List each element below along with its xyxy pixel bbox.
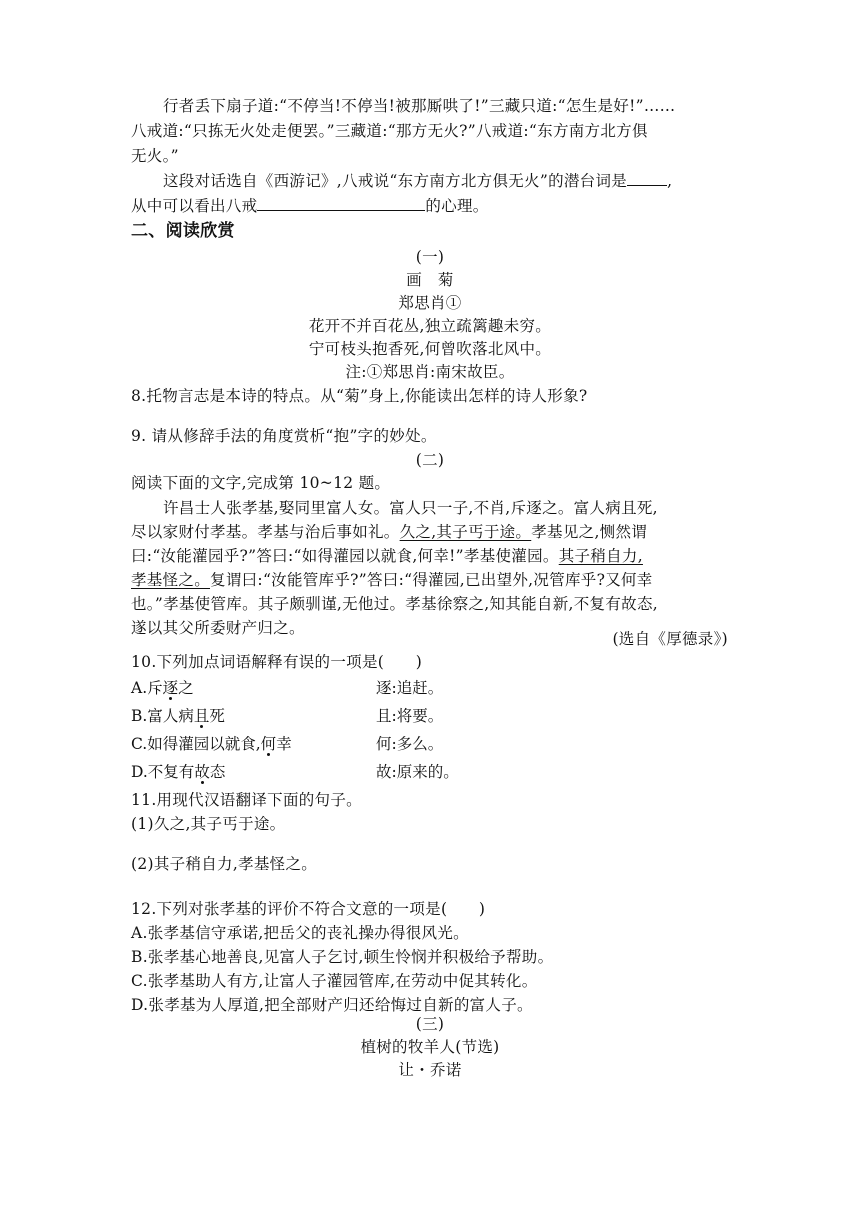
question-11-sentence-2: (2)其子稍自力,孝基怪之。 xyxy=(131,855,318,873)
q10-option-d[interactable] xyxy=(131,760,225,784)
poem-line-1: 花开不并百花丛,独立疏篱趣未穷。 xyxy=(308,317,552,335)
part-2-label: (二) xyxy=(415,451,445,469)
part-3-author: 让・乔诺 xyxy=(398,1061,462,1079)
question-8: 8.托物言志是本诗的特点。从“菊”身上,你能读出怎样的诗人形象? xyxy=(131,387,588,405)
question-line-2 xyxy=(131,194,731,218)
q10-option-b-explanation: 且:将要。 xyxy=(376,707,444,725)
passage-text: 曰:“汝能灌园乎?”答曰:“如得灌园以就食,何幸!”孝基使灌园。 xyxy=(131,547,559,565)
dotted-word: 故 xyxy=(194,763,210,781)
question-text: 这段对话选自《西游记》,八戒说“东方南方北方俱无火”的潜台词是 xyxy=(163,172,628,190)
section-title: 二、阅读欣赏 xyxy=(131,221,235,241)
passage-line-4 xyxy=(131,568,731,592)
passage-line-3 xyxy=(131,544,731,568)
poem-part-label: (一) xyxy=(415,248,445,266)
poem-title: 画 菊 xyxy=(406,271,454,289)
option-text: C.如得灌园以就食, xyxy=(131,735,261,753)
option-text: 幸 xyxy=(276,735,292,753)
dotted-word: 且 xyxy=(193,707,210,725)
part-3-title: 植树的牧羊人(节选) xyxy=(360,1038,500,1056)
q12-option-b[interactable]: B.张孝基心地善良,见富人子乞讨,顿生怜悯并积极给予帮助。 xyxy=(131,948,554,966)
dialogue-line-2: 八戒道:“只拣无火处走便罢。”三藏道:“那方无火?”八戒道:“东方南方北方俱 xyxy=(131,122,648,140)
q12-option-a[interactable]: A.张孝基信守承诺,把岳父的丧礼操办得很风光。 xyxy=(131,924,469,942)
answer-blank-1[interactable] xyxy=(627,169,667,186)
passage-text: 复谓曰:“汝能管库乎?”答曰:“得灌园,已出望外,况管库乎?又何幸 xyxy=(210,571,653,589)
q12-option-c[interactable]: C.张孝基助人有方,让富人子灌园管库,在劳动中促其转化。 xyxy=(131,972,538,990)
q10-option-c[interactable] xyxy=(131,732,292,756)
poem-note: 注:①郑思肖:南宋故臣。 xyxy=(345,363,515,381)
part-3-label: (三) xyxy=(415,1015,445,1033)
option-text: D.不复有 xyxy=(131,763,195,781)
option-text: 态 xyxy=(209,763,226,781)
option-text: B.富人病 xyxy=(131,707,194,725)
option-text: 死 xyxy=(209,707,225,725)
passage-line-1: 许昌士人张孝基,娶同里富人女。富人只一子,不肖,斥逐之。富人病且死, xyxy=(163,499,658,517)
dialogue-line-3: 无火。” xyxy=(131,147,179,165)
q10-option-a[interactable] xyxy=(131,676,194,700)
poem-line-2: 宁可枝头抱香死,何曾吹落北风中。 xyxy=(308,340,552,358)
option-text: 之 xyxy=(178,679,194,697)
q10-option-b[interactable] xyxy=(131,704,225,728)
underlined-sentence-1: 久之,其子丐于途。 xyxy=(399,523,532,541)
underlined-sentence-2a: 其子稍自力, xyxy=(558,547,643,565)
answer-blank-2[interactable] xyxy=(257,194,425,211)
comma: , xyxy=(667,172,673,190)
passage-text: 尽以家财付孝基。孝基与治后事如礼。 xyxy=(131,523,400,541)
passage-source: (选自《厚德录》) xyxy=(612,630,728,648)
question-9: 9. 请从修辞手法的角度赏析“抱”字的妙处。 xyxy=(131,427,437,445)
q12-option-d[interactable]: D.张孝基为人厚道,把全部财产归还给悔过自新的富人子。 xyxy=(131,996,533,1014)
question-11-stem: 11.用现代汉语翻译下面的句子。 xyxy=(131,791,362,809)
question-text-end: 的心理。 xyxy=(425,197,489,215)
reading-intro: 阅读下面的文字,完成第 10~12 题。 xyxy=(131,474,391,492)
poem-author: 郑思肖① xyxy=(398,294,462,312)
dotted-word: 何 xyxy=(260,735,277,753)
passage-line-2 xyxy=(131,520,731,544)
question-line-1 xyxy=(163,169,763,193)
q10-option-a-explanation: 逐:追赶。 xyxy=(376,679,444,697)
underlined-sentence-2b: 孝基怪之。 xyxy=(131,571,211,589)
q10-option-c-explanation: 何:多么。 xyxy=(376,735,444,753)
passage-line-5: 也。”孝基使管库。其子颇驯谨,无他过。孝基徐察之,知其能自新,不复有故态, xyxy=(131,595,658,613)
question-11-sentence-1: (1)久之,其子丐于途。 xyxy=(131,815,286,833)
question-10-stem: 10.下列加点词语解释有误的一项是( ) xyxy=(131,653,423,671)
dotted-word: 逐 xyxy=(162,679,179,697)
passage-line-6: 遂以其父所委财产归之。 xyxy=(131,619,305,637)
q10-option-d-explanation: 故:原来的。 xyxy=(376,763,459,781)
question-text: 从中可以看出八戒 xyxy=(131,197,258,215)
passage-text: 孝基见之,恻然谓 xyxy=(531,523,648,541)
dialogue-line-1: 行者丢下扇子道:“不停当!不停当!被那厮哄了!”三藏只道:“怎生是好!”…… xyxy=(163,97,676,115)
option-text: A.斥 xyxy=(131,679,163,697)
question-12-stem: 12.下列对张孝基的评价不符合文意的一项是( ) xyxy=(131,900,486,918)
